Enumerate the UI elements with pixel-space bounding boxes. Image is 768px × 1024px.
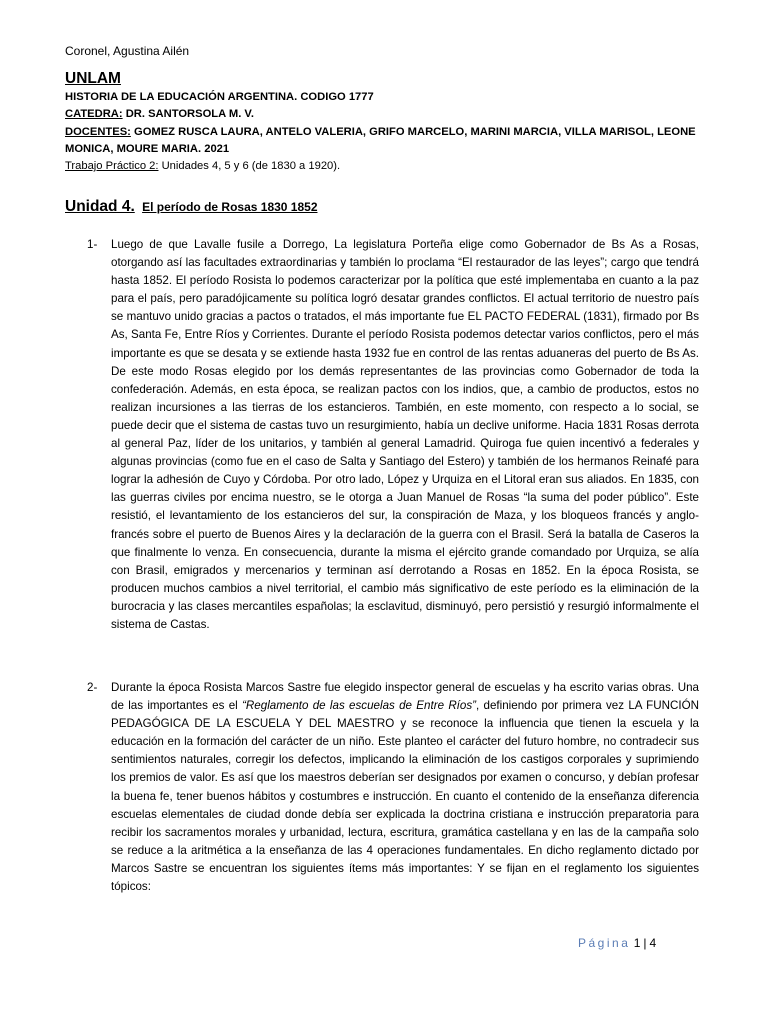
document-header — [65, 69, 715, 175]
item-text: Luego de que Lavalle fusile a Dorrego, La legislatura Porteña elige como Gobernador de Bs As a Rosas, otorgando así las facultades extraordinarias y también lo proclama “El restaurador de las leyes”; cargo que tendrá hasta 1852. El período Rosista lo podemos caracterizar por la política que esté implementaba en cuanto a la paz para el país, pero paradójicamente su política logró desatar grandes conflictos. El actual territorio de nuestro país se mantuvo unido gracias a pactos o tratados, el más importante fue EL PACTO FEDERAL (1831), firmado por Bs As, Santa Fe, Entre Ríos y Corrientes. Durante el período Rosista podemos detectar varios conflictos, pero el más importante es que se desata y se extiende hasta 1932 fue en control de las rentas aduaneras del puerto de Bs As. De este modo Rosas elegido por los demás representantes de las provincias como Gobernador de toda la confederación. Además, en esta época, se realizan pactos con los indios, que, a cambio de productos, estos no realizan incursiones a las tierras de los estancieros. También, en este momento, con respecto a lo social, se puede decir que el sistema de castas tuvo un resurgimiento, había un declive uniforme. Hacia 1831 Rosas derrota al general Paz, líder de los unitarios, y también al general Lamadrid. Quiroga fue quien incentivó a federales y algunas provincias (como fue en el caso de Salta y Santiago del Estero) y también de los hermanos Reinafé para lograr la adhesión de Cuyo y Córdoba. Por otro lado, López y Urquiza en el Litoral eran sus aliados. En 1835, con las guerras civiles por encima nuestro, se le otorga a Juan Manuel de Rosas “la suma del poder público”. Este resistió, el levantamiento de los estancieros del sur, la conspiración de Maza, y los bloqueos francés y anglo-francés sobre el puerto de Buenos Aires y la declaración de la guerra con el Brasil. Será la batalla de Caseros la que finalmente lo venza. En consecuencia, durante la misma el ejército grande comandado por Urquiza, se alía con Brasil, emigrados y mercenarios y terminan así derrotando a Rosas en 1852. En la época Rosista, se producen muchos cambios a nivel territorial, el cambio más significativo de este período es la eliminación de la burocracia y las clases mercantiles españolas; la esclavitud, disminuyó, pero persistió y resurgió informalmente el sistema de Castas. — [111, 238, 699, 631]
unit-title: Unidad 4. — [65, 198, 135, 215]
subject-text: HISTORIA DE LA EDUCACIÓN ARGENTINA. CODIGO 1777 — [65, 91, 374, 103]
subject-line — [65, 89, 715, 106]
catedra-label: CATEDRA: — [65, 108, 123, 121]
unit-subtitle: El período de Rosas 1830 1852 — [142, 200, 318, 214]
catedra-line — [65, 106, 715, 123]
page-label: Página — [578, 936, 631, 950]
item-text-italic: “Reglamento de las escuelas de Entre Ríos” — [242, 699, 477, 713]
item-text-after: , definiendo por primera vez LA FUNCIÓN PEDAGÓGICA DE LA ESCUELA Y DEL MAESTRO y se reconoce la influencia que tienen la escuela y la educación en la formación del carácter de un niño. Este planteo el carácter del futuro hombre, no contradecir sus sentimientos naturales, corregir los defectos, implicando la eliminación de los castigos corporales y suprimiendo los premios de valor. Es así que los maestros deberían ser designados por examen o concurso, y debían profesar la buena fe, tener buenos hábitos y costumbres e instrucción. En cuanto el contenido de la enseñanza diferencia escuelas elementales de ciudad donde debía ser explicada la doctrina cristiana e instrucción preparatoria para recibir los sacramentos morales y urbanidad, lectura, escritura, gramática castellana y en las de la campaña solo se reduce a la aritmética a la enseñanza de las 4 operaciones fundamentales. En dicho reglamento dictado por Marcos Sastre se encuentran los siguientes ítems más importantes: Y se fijan en el reglamento los siguientes tópicos: — [111, 699, 699, 894]
unit-heading — [65, 198, 318, 216]
catedra-value: DR. SANTORSOLA M. V. — [122, 108, 254, 121]
page-footer — [578, 936, 656, 950]
docentes-value: GOMEZ RUSCA LAURA, ANTELO VALERIA, GRIFO MARCELO, MARINI MARCIA, VILLA MARISOL, LEONE MONICA, MOURE MARIA. 2021 — [65, 125, 696, 155]
tp-label: Trabajo Práctico 2: — [65, 160, 159, 173]
item-number: 2- — [87, 681, 98, 694]
docentes-label: DOCENTES: — [65, 125, 131, 138]
item-number: 1- — [87, 238, 98, 251]
author-name: Coronel, Agustina Ailén — [65, 44, 190, 58]
page-current: 1 — [633, 936, 641, 950]
trabajo-practico-line — [65, 158, 715, 175]
docentes-line — [65, 124, 715, 159]
tp-value: Unidades 4, 5 y 6 (de 1830 a 1920). — [158, 160, 341, 173]
university-name: UNLAM — [65, 70, 121, 87]
page-separator: | — [643, 936, 647, 950]
item-text-before: Durante la época Rosista Marcos Sastre fue elegido inspector general de escuelas y ha escrito varias obras. Una de las importantes es el — [111, 681, 699, 713]
page-total: 4 — [649, 936, 657, 950]
item-text — [111, 679, 699, 896]
